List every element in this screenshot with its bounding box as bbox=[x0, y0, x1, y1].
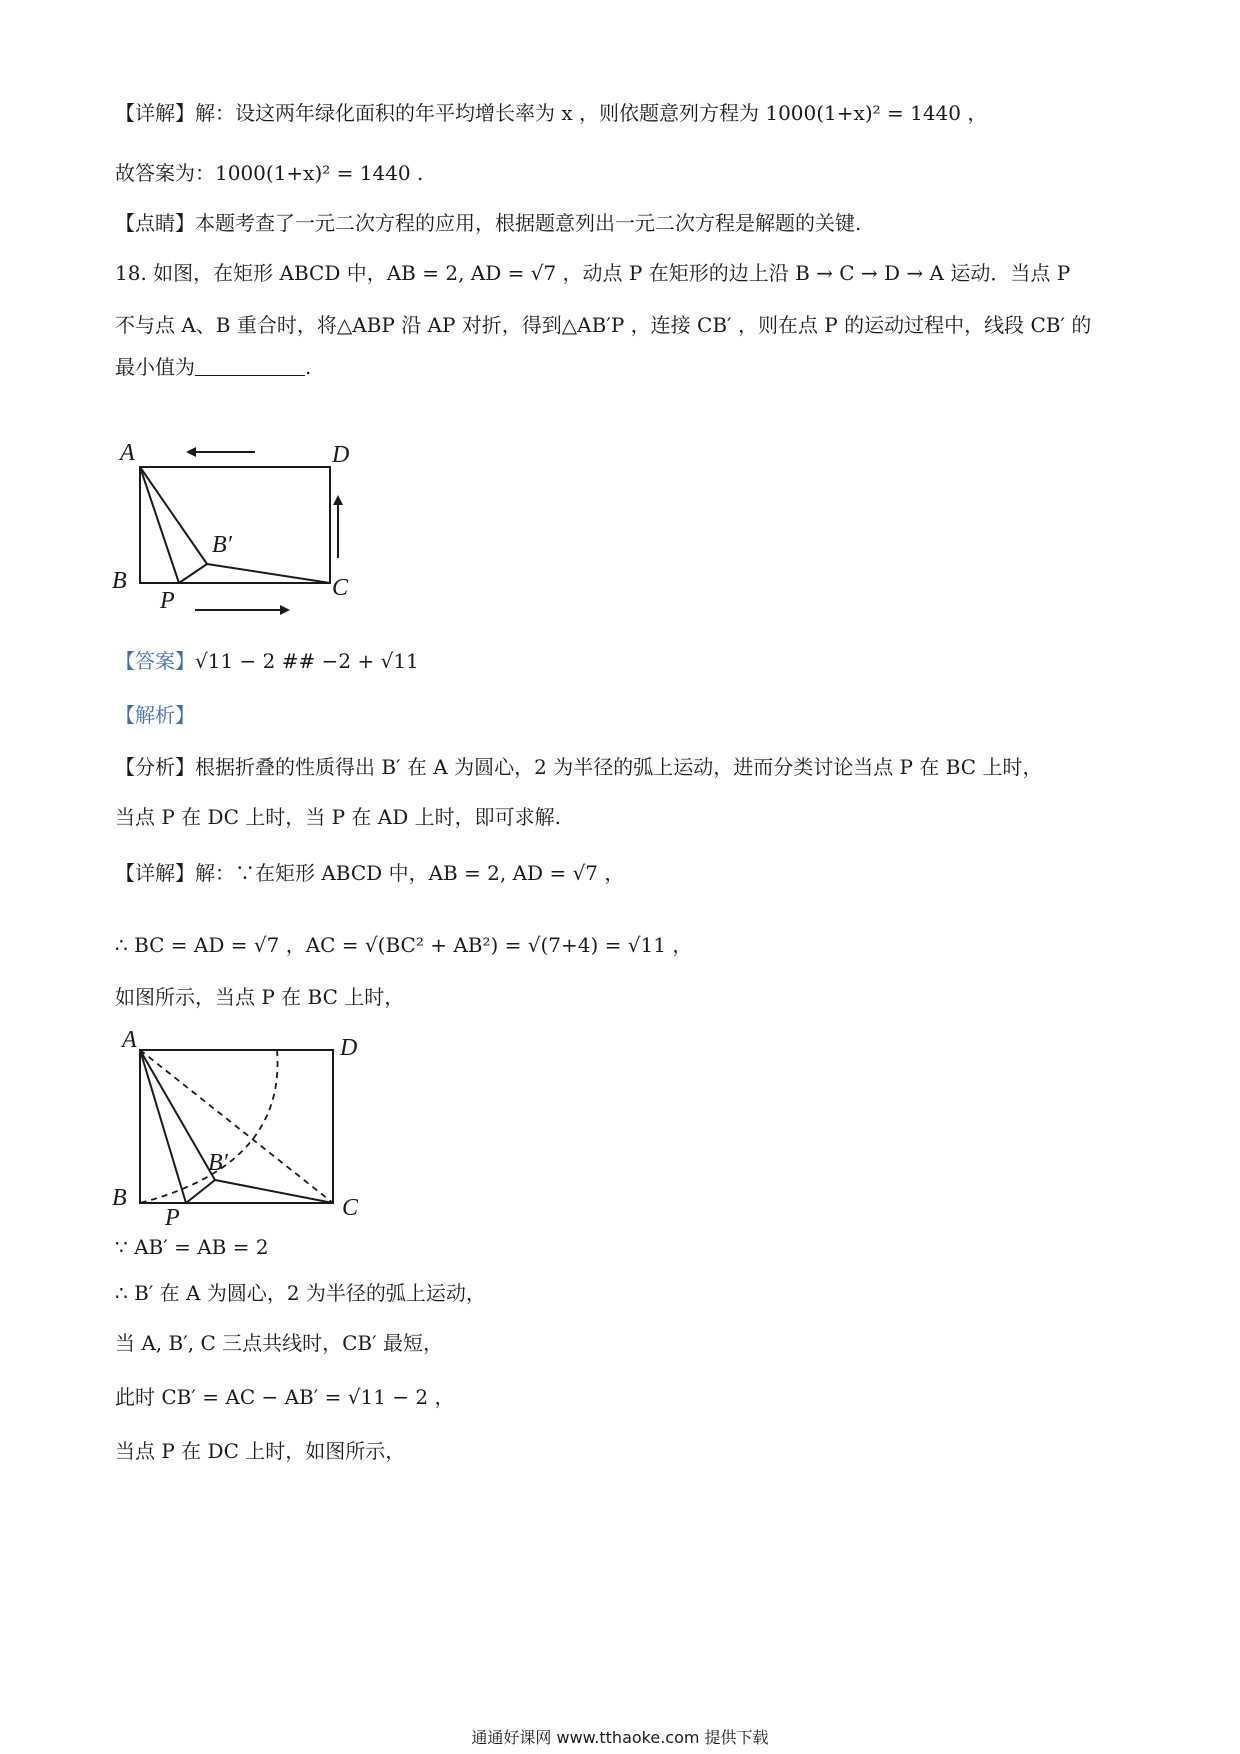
detail-line-7: 此时 CB′ = AC − AB′ = √11 − 2 ， bbox=[115, 1385, 455, 1409]
answer-value: √11 − 2 ## −2 + √11 bbox=[195, 649, 419, 673]
figure-2-arc-diagram bbox=[110, 1025, 370, 1231]
label-b-prime: B′ bbox=[212, 532, 232, 558]
page-footer: 通通好课网 www.tthaoke.com 提供下载 bbox=[471, 1728, 769, 1747]
period: . bbox=[305, 355, 312, 379]
detail-line-5: ∴ B′ 在 A 为圆心，2 为半径的弧上运动， bbox=[115, 1281, 486, 1305]
label-b-2: B bbox=[112, 1185, 127, 1211]
comment-line: 【点睛】本题考查了一元二次方程的应用，根据题意列出一元二次方程是解题的关键. bbox=[115, 211, 862, 235]
label-d-2: D bbox=[340, 1035, 358, 1061]
detail-line-4: ∵ AB′ = AB = 2 bbox=[115, 1235, 269, 1259]
analysis-line-1: 【分析】根据折叠的性质得出 B′ 在 A 为圆心，2 为半径的弧上运动，进而分类讨论当点 P 在 BC 上时， bbox=[115, 755, 1043, 779]
arrow-left-head bbox=[186, 447, 196, 457]
detail-line-6: 当 A, B′, C 三点共线时，CB′ 最短， bbox=[115, 1331, 444, 1355]
rectangle-abcd bbox=[140, 467, 330, 583]
segment-ap bbox=[140, 467, 179, 583]
detail-line-2: ∴ BC = AD = √7 ，AC = √(BC² + AB²) = √(7+4) = √11 ， bbox=[115, 933, 693, 957]
analysis-tag: 【解析】 bbox=[115, 703, 195, 727]
diagonal-ac bbox=[140, 1050, 333, 1203]
problem-18-line-3 bbox=[115, 352, 311, 382]
label-b: B bbox=[112, 568, 127, 594]
segment-ab-prime-2 bbox=[140, 1050, 215, 1180]
arrow-up-head bbox=[333, 495, 343, 505]
question-text: 最小值为 bbox=[115, 355, 195, 379]
detail-line-8: 当点 P 在 DC 上时，如图所示， bbox=[115, 1439, 406, 1463]
answer-tag: 【答案】 bbox=[115, 649, 195, 673]
label-a: A bbox=[120, 440, 135, 466]
answer-blank bbox=[195, 355, 305, 376]
arc-radius-2 bbox=[140, 1050, 278, 1203]
label-a-2: A bbox=[122, 1027, 137, 1053]
label-c-2: C bbox=[342, 1195, 359, 1221]
label-d: D bbox=[332, 442, 350, 468]
arrow-right-head bbox=[280, 605, 290, 615]
label-b-prime-2: B′ bbox=[208, 1150, 228, 1176]
segment-b-prime-c bbox=[207, 564, 330, 583]
segment-ap-2 bbox=[140, 1050, 186, 1203]
detail-line-3: 如图所示，当点 P 在 BC 上时， bbox=[115, 985, 405, 1009]
figure-1-rectangle-diagram bbox=[110, 440, 360, 614]
segment-pb-prime-2 bbox=[186, 1180, 215, 1203]
problem-18-line-2: 不与点 A、B 重合时，将△ABP 沿 AP 对折，得到△AB′P ，连接 CB′ ，则在点 P 的运动过程中，线段 CB′ 的 bbox=[115, 313, 1092, 337]
label-c: C bbox=[332, 575, 349, 601]
answer-line: 故答案为：1000(1+x)² = 1440 . bbox=[115, 161, 424, 185]
label-p-2: P bbox=[165, 1205, 180, 1231]
detail-line-1: 【详解】解：∵在矩形 ABCD 中，AB = 2, AD = √7 ， bbox=[115, 861, 625, 885]
label-p: P bbox=[160, 588, 175, 614]
answer-section bbox=[115, 646, 419, 676]
solution-detail-line: 【详解】解：设这两年绿化面积的年平均增长率为 x ，则依题意列方程为 1000(1+x)² = 1440 ， bbox=[115, 101, 988, 125]
problem-18-line-1: 18. 如图，在矩形 ABCD 中，AB = 2, AD = √7 ，动点 P 在矩形的边上沿 B → C → D → A 运动．当点 P bbox=[115, 261, 1071, 285]
segment-b-prime-c-2 bbox=[215, 1180, 333, 1203]
analysis-line-2: 当点 P 在 DC 上时，当 P 在 AD 上时，即可求解. bbox=[115, 805, 561, 829]
segment-ab-prime bbox=[140, 467, 207, 564]
segment-pb-prime bbox=[179, 564, 207, 583]
